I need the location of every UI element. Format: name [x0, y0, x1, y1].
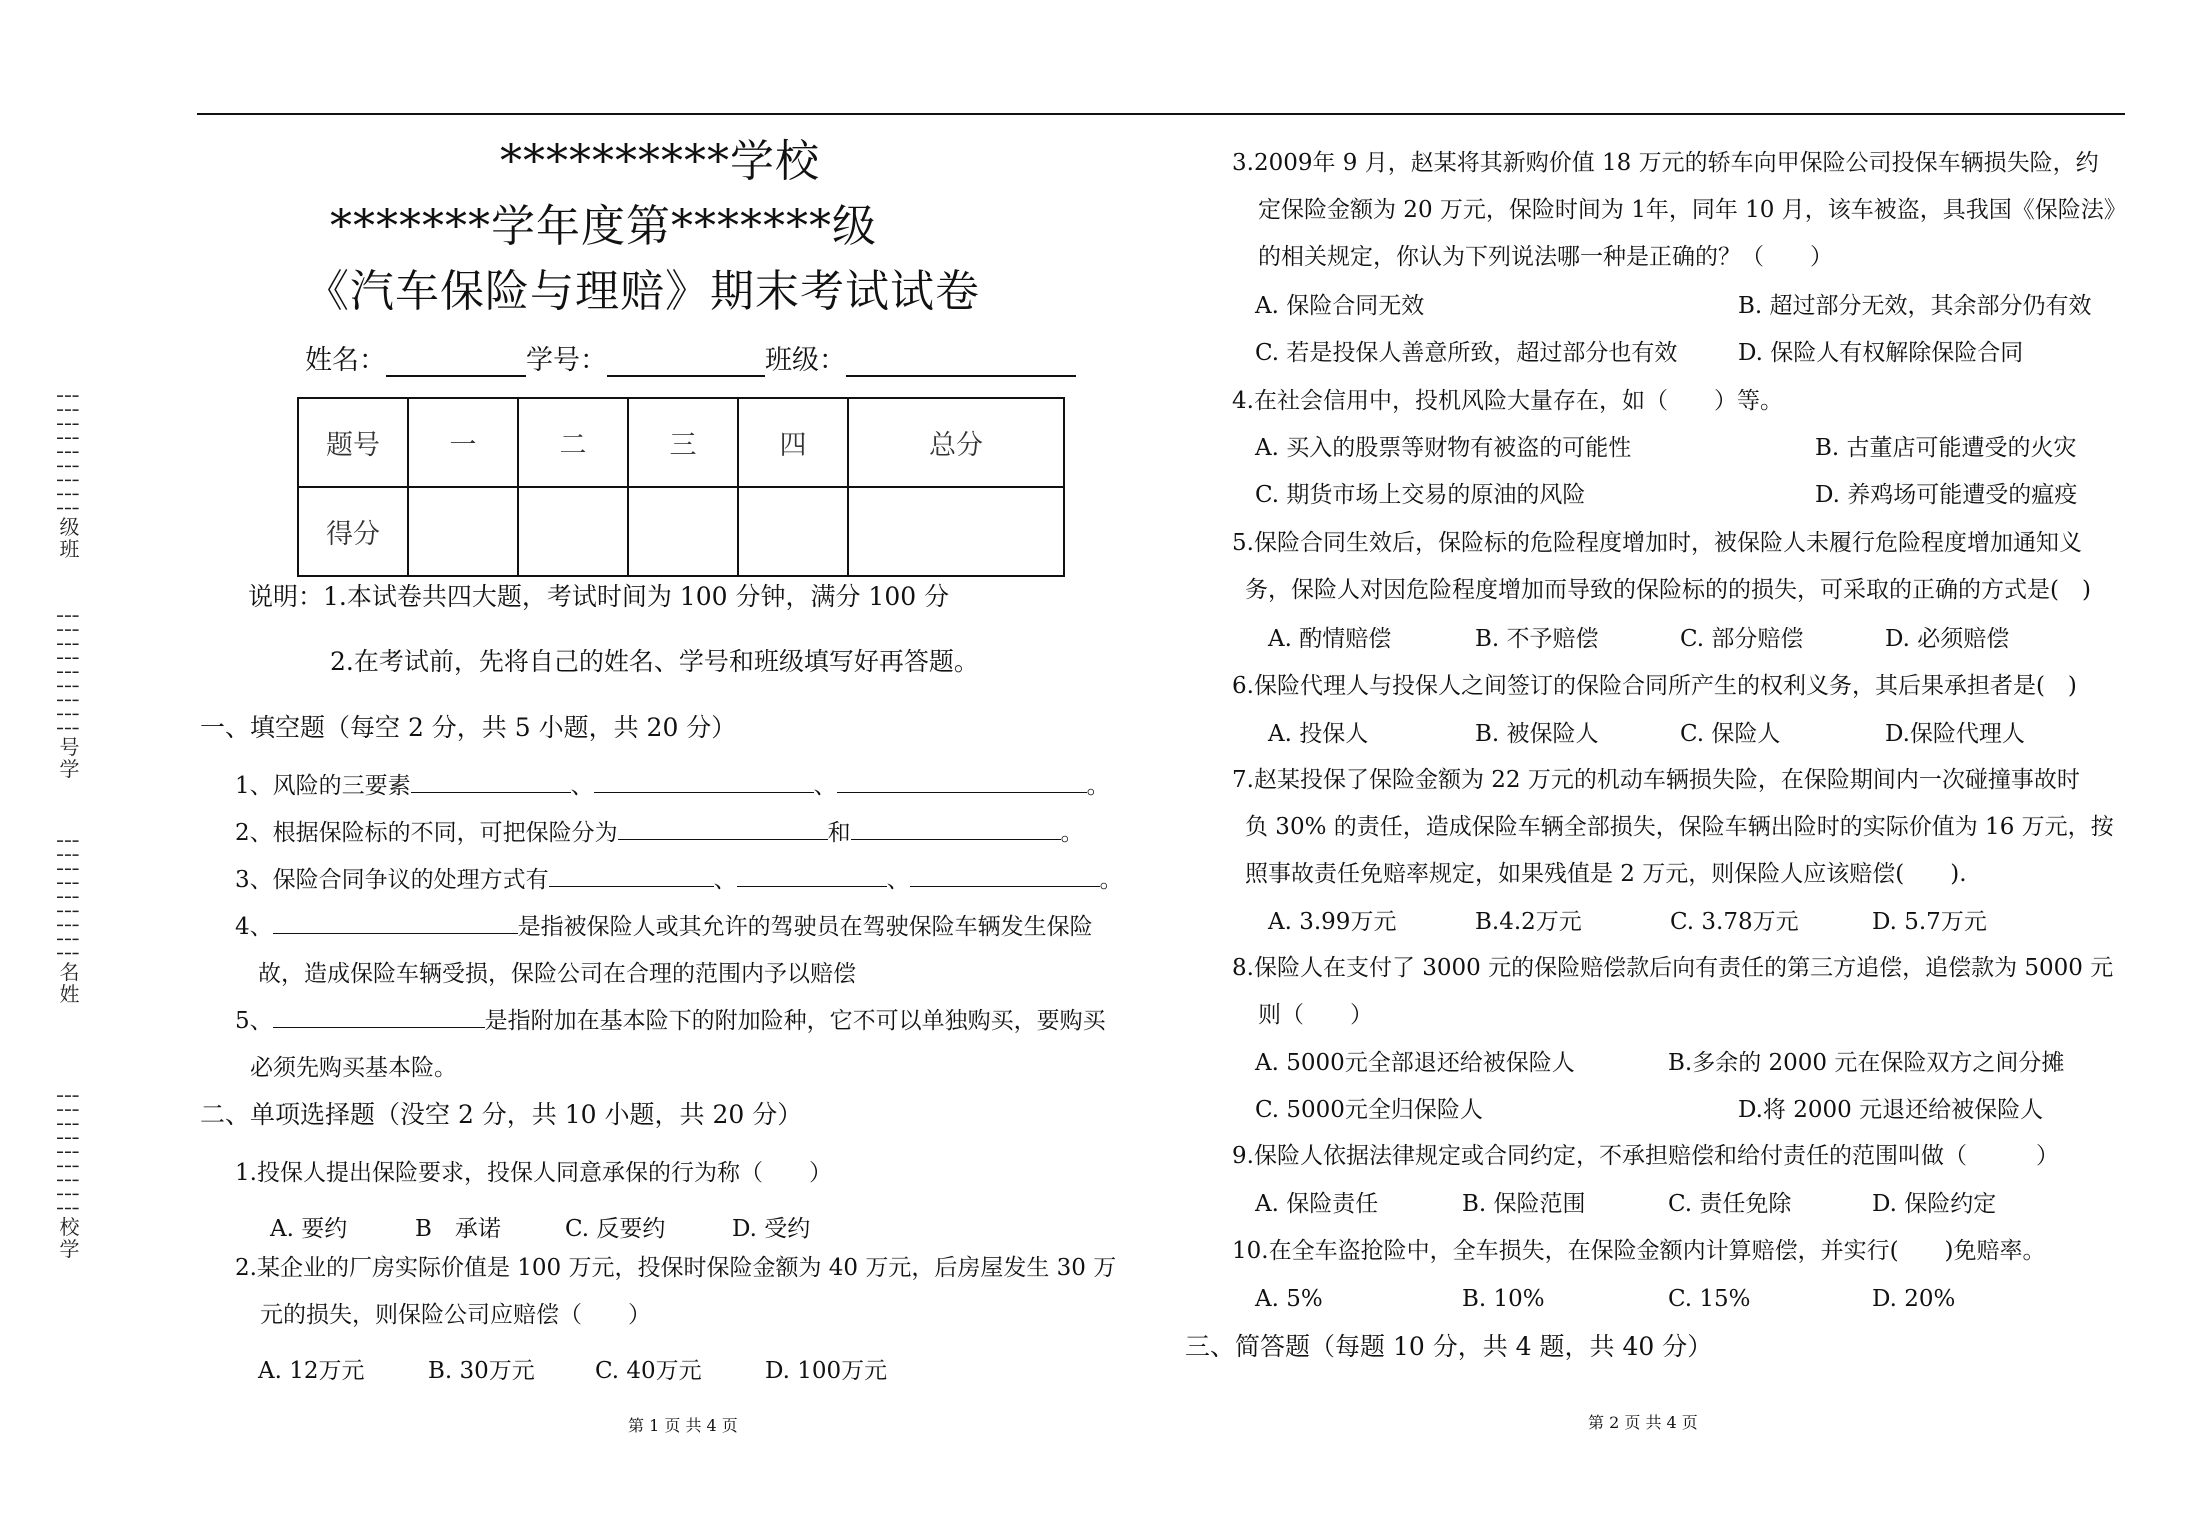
s2-q10-opt-d: D. 20%	[1872, 1286, 1956, 1312]
school-title: **********学校	[500, 136, 820, 187]
s2-q3-opt-c: C. 若是投保人善意所致，超过部分也有效	[1255, 340, 1678, 366]
id-label: 学号：	[526, 345, 607, 376]
s2-q7-line2: 负 30% 的责任，造成保险车辆全部损失，保险车辆出险时的实际价值为 16 万元，按	[1245, 814, 2114, 840]
s2-q8-opt-b: B.多余的 2000 元在保险双方之间分摊	[1668, 1050, 2065, 1076]
page-footer-1: 第 1 页 共 4 页	[628, 1416, 738, 1435]
s2-q1-opt-b: B 承诺	[415, 1216, 501, 1242]
student-info	[305, 338, 1076, 377]
score-header-cell: 四	[738, 398, 848, 487]
end-mark: 。	[1099, 867, 1123, 893]
sep: 、	[813, 773, 837, 799]
s1-q3-blank1[interactable]	[549, 862, 714, 887]
s2-q2-opt-b: B. 30万元	[428, 1358, 535, 1384]
s2-q5-opt-c: C. 部分赔偿	[1680, 626, 1804, 652]
score-header-cell: 题号	[298, 398, 408, 487]
s1-q5-blank[interactable]	[273, 1003, 485, 1028]
s2-q4-opt-d: D. 养鸡场可能遭受的瘟疫	[1815, 482, 2078, 508]
s2-q3-line2: 定保险金额为 20 万元，保险时间为 1年，同年 10 月，该车被盗，具我国《保险法》	[1258, 197, 2127, 223]
sep: 、	[570, 773, 594, 799]
s2-q10-opt-a: A. 5%	[1255, 1286, 1323, 1312]
s2-q7-opt-a: A. 3.99万元	[1268, 909, 1397, 935]
s1-q2-text: 2、根据保险标的不同，可把保险分为	[235, 820, 618, 846]
s2-q6-opt-c: C. 保险人	[1680, 721, 1781, 747]
s1-q4-blank[interactable]	[273, 909, 518, 934]
score-header-cell: 总分	[848, 398, 1064, 487]
exam-title: 《汽车保险与理赔》期末考试试卷	[305, 266, 980, 317]
section1-title: 一、填空题（每空 2 分，共 5 小题，共 20 分）	[200, 713, 737, 742]
score-cell[interactable]	[848, 487, 1064, 576]
s1-q4-cont: 故，造成保险车辆受损，保险公司在合理的范围内予以赔偿	[258, 961, 856, 987]
s2-q5-opt-d: D. 必须赔偿	[1885, 626, 2010, 652]
s1-q1-blank1[interactable]	[411, 768, 571, 793]
s2-q2-line1: 2.某企业的厂房实际价值是 100 万元，投保时保险金额为 40 万元，后房屋发生 30 万	[235, 1255, 1117, 1281]
s2-q9-opt-a: A. 保险责任	[1255, 1191, 1379, 1217]
score-row-label: 得分	[298, 487, 408, 576]
s1-q1-text: 1、风险的三要素	[235, 773, 411, 799]
score-cell[interactable]	[518, 487, 628, 576]
s1-q5-text: 是指附加在基本险下的附加险种，它不可以单独购买，要购买	[484, 1008, 1106, 1034]
score-table	[297, 397, 1065, 577]
score-header-cell: 一	[408, 398, 518, 487]
s1-q5-num: 5、	[235, 1008, 273, 1034]
s2-q2-line2: 元的损失，则保险公司应赔偿（ ）	[260, 1302, 651, 1328]
s2-q9-opt-d: D. 保险约定	[1872, 1191, 1997, 1217]
s2-q4-opt-b: B. 古董店可能遭受的火灾	[1815, 435, 2077, 461]
note-1: 说明：1.本试卷共四大题，考试时间为 100 分钟，满分 100 分	[248, 582, 950, 611]
s1-q4-num: 4、	[235, 914, 273, 940]
s2-q10-opt-b: B. 10%	[1462, 1286, 1545, 1312]
section3-title: 三、简答题（每题 10 分，共 4 题，共 40 分）	[1185, 1332, 1713, 1361]
s1-q4-text: 是指被保险人或其允许的驾驶员在驾驶保险车辆发生保险	[517, 914, 1093, 940]
s1-q1	[235, 763, 1110, 810]
s2-q4-opt-a: A. 买入的股票等财物有被盗的可能性	[1255, 435, 1632, 461]
s2-q5-line2: 务，保险人对因危险程度增加而导致的保险标的的损失，可采取的正确的方式是( )	[1245, 577, 2091, 603]
s2-q8-line1: 8.保险人在支付了 3000 元的保险赔偿款后向有责任的第三方追偿，追偿款为 5000 元	[1232, 955, 2114, 981]
score-cell[interactable]	[628, 487, 738, 576]
s2-q1-opt-c: C. 反要约	[565, 1216, 666, 1242]
s2-q7-line1: 7.赵某投保了保险金额为 22 万元的机动车辆损失险，在保险期间内一次碰撞事故时	[1232, 767, 2080, 793]
s1-q2-blank1[interactable]	[618, 815, 828, 840]
s2-q8-opt-d: D.将 2000 元退还给被保险人	[1738, 1097, 2044, 1123]
s2-q7-opt-d: D. 5.7万元	[1872, 909, 1987, 935]
id-field[interactable]	[607, 345, 765, 377]
s2-q3-line1: 3.2009年 9 月，赵某将其新购价值 18 万元的轿车向甲保险公司投保车辆损失险，约	[1232, 150, 2099, 176]
s2-q1-opt-d: D. 受约	[732, 1216, 811, 1242]
s2-q9-opt-b: B. 保险范围	[1462, 1191, 1586, 1217]
s1-q2	[235, 810, 1084, 857]
end-mark: 。	[1086, 773, 1110, 799]
s1-q4	[235, 904, 1093, 951]
s2-q2-opt-d: D. 100万元	[765, 1358, 888, 1384]
s2-q7-opt-c: C. 3.78万元	[1670, 909, 1799, 935]
binding-name-label: ┆┆┆┆┆┆┆┆┆名姓	[56, 835, 80, 1006]
s2-q10: 10.在全车盗抢险中，全车损失，在保险金额内计算赔偿，并实行( )免赔率。	[1232, 1238, 2046, 1264]
s2-q4-opt-c: C. 期货市场上交易的原油的风险	[1255, 482, 1586, 508]
header-rule	[197, 113, 2125, 115]
s2-q1: 1.投保人提出保险要求，投保人同意承保的行为称（ ）	[235, 1160, 832, 1186]
s2-q8-opt-c: C. 5000元全归保险人	[1255, 1097, 1483, 1123]
s1-q5-cont: 必须先购买基本险。	[250, 1055, 457, 1081]
s1-q2-and: 和	[827, 820, 851, 846]
s2-q7-line3: 照事故责任免赔率规定，如果残值是 2 万元，则保险人应该赔偿( ).	[1245, 861, 1967, 887]
sep: 、	[713, 867, 737, 893]
s1-q5	[235, 998, 1106, 1045]
s1-q2-blank2[interactable]	[851, 815, 1061, 840]
name-label: 姓名：	[305, 345, 386, 376]
score-header-cell: 二	[518, 398, 628, 487]
s2-q2-opt-a: A. 12万元	[258, 1358, 365, 1384]
s1-q3-blank2[interactable]	[737, 862, 887, 887]
s2-q3-line3: 的相关规定，你认为下列说法哪一种是正确的？（ ）	[1258, 244, 1833, 270]
s2-q10-opt-c: C. 15%	[1668, 1286, 1751, 1312]
name-field[interactable]	[386, 345, 526, 377]
s2-q6: 6.保险代理人与投保人之间签订的保险合同所产生的权利义务，其后果承担者是( )	[1232, 673, 2077, 699]
class-field[interactable]	[846, 345, 1076, 377]
s2-q8-opt-a: A. 5000元全部退还给被保险人	[1255, 1050, 1575, 1076]
score-cell[interactable]	[738, 487, 848, 576]
binding-class-label: ┆┆┆┆┆┆┆┆┆级班	[56, 390, 80, 561]
s2-q9: 9.保险人依据法律规定或合同约定，不承担赔偿和给付责任的范围叫做（ ）	[1232, 1143, 2059, 1169]
score-cell[interactable]	[408, 487, 518, 576]
note-2: 2.在考试前，先将自己的姓名、学号和班级填写好再答题。	[330, 647, 979, 676]
s1-q1-blank3[interactable]	[837, 768, 1087, 793]
s2-q2-opt-c: C. 40万元	[595, 1358, 702, 1384]
s2-q6-opt-b: B. 被保险人	[1475, 721, 1599, 747]
binding-id-label: ┆┆┆┆┆┆┆┆┆号学	[56, 610, 80, 781]
binding-school-label: ┆┆┆┆┆┆┆┆┆校学	[56, 1090, 80, 1261]
s2-q9-opt-c: C. 责任免除	[1668, 1191, 1792, 1217]
s1-q3-text: 3、保险合同争议的处理方式有	[235, 867, 549, 893]
s2-q5-line1: 5.保险合同生效后，保险标的危险程度增加时，被保险人未履行危险程度增加通知义	[1232, 530, 2082, 556]
s1-q3	[235, 857, 1123, 904]
s2-q3-opt-d: D. 保险人有权解除保险合同	[1738, 340, 2024, 366]
score-header-cell: 三	[628, 398, 738, 487]
sep: 、	[886, 867, 910, 893]
class-label: 班级：	[765, 345, 846, 376]
section2-title: 二、单项选择题（没空 2 分，共 10 小题，共 20 分）	[200, 1100, 803, 1129]
s2-q3-opt-a: A. 保险合同无效	[1255, 293, 1425, 319]
s2-q1-opt-a: A. 要约	[270, 1216, 348, 1242]
s2-q7-opt-b: B.4.2万元	[1475, 909, 1582, 935]
s2-q6-opt-d: D.保险代理人	[1885, 721, 2025, 747]
s2-q4: 4.在社会信用中，投机风险大量存在，如（ ）等。	[1232, 388, 1783, 414]
s2-q5-opt-a: A. 酌情赔偿	[1268, 626, 1392, 652]
s2-q6-opt-a: A. 投保人	[1268, 721, 1369, 747]
term-title: *******学年度第*******级	[330, 201, 877, 252]
s1-q1-blank2[interactable]	[594, 768, 814, 793]
s2-q8-line2: 则（ ）	[1258, 1002, 1373, 1028]
end-mark: 。	[1060, 820, 1084, 846]
s2-q3-opt-b: B. 超过部分无效，其余部分仍有效	[1738, 293, 2092, 319]
page-footer-2: 第 2 页 共 4 页	[1588, 1413, 1698, 1432]
s1-q3-blank3[interactable]	[910, 862, 1100, 887]
s2-q5-opt-b: B. 不予赔偿	[1475, 626, 1599, 652]
